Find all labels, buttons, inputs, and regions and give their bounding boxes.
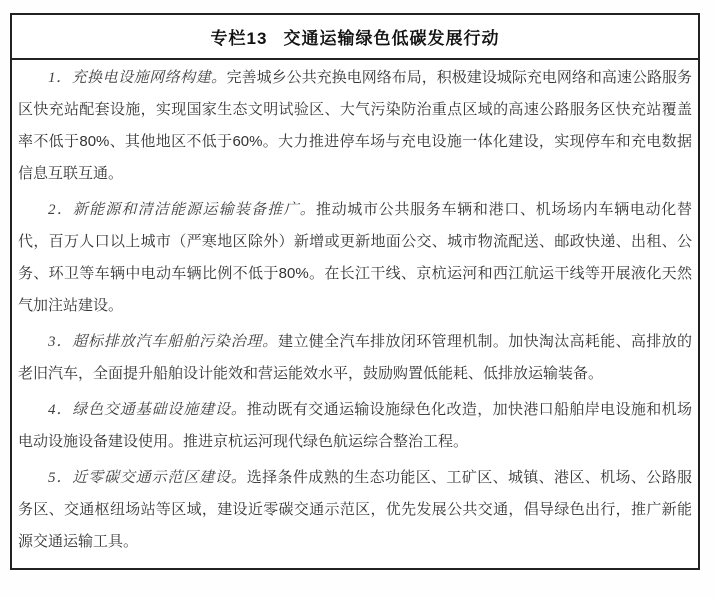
paragraph-heading: 近零碳交通示范区建设。 (72, 470, 247, 486)
panel-title-text: 交通运输绿色低碳发展行动 (283, 29, 500, 48)
paragraph-text: 完善城乡公共充换电网络布局，积极建设城际充电网络和高速公路服务区快充站配套设施，实现国家生态文明试验区、大气污染防治重点区域的高速公路服务区快充站覆盖率不低于80%、其他地区不低于60%。大力推进停车场与充电设施一体化建设，实现停车和充电数据信息互联互通。 (18, 69, 692, 182)
column-panel (10, 13, 700, 570)
panel-body (12, 60, 698, 558)
panel-title-prefix: 专栏13 (210, 29, 268, 48)
paragraph-text: 推动既有交通运输设施绿色化改造，加快港口船舶岸电设施和机场电动设施设备建设使用。推进京杭运河现代绿色航运综合整治工程。 (18, 401, 692, 450)
paragraph-number: 1． (48, 70, 72, 86)
paragraph-text: 选择条件成熟的生态功能区、工矿区、城镇、港区、机场、公路服务区、交通枢纽场站等区域，建设近零碳交通示范区，优先发展公共交通，倡导绿色出行，推广新能源交通运输工具。 (18, 469, 692, 550)
paragraph-text: 建立健全汽车排放闭环管理机制。加快淘汰高耗能、高排放的老旧汽车，全面提升船舶设计能效和营运能效水平，鼓励购置低能耗、低排放运输装备。 (18, 333, 692, 382)
paragraph-heading: 超标排放汽车船舶污染治理。 (72, 334, 279, 350)
panel-paragraph (18, 462, 692, 558)
panel-paragraph (18, 62, 692, 190)
panel-paragraph (18, 326, 692, 390)
panel-paragraph (18, 194, 692, 322)
paragraph-heading: 绿色交通基础设施建设。 (72, 402, 247, 418)
paragraph-number: 3． (48, 334, 73, 350)
paragraph-number: 2． (48, 202, 73, 218)
paragraph-heading: 充换电设施网络构建。 (71, 70, 227, 86)
panel-title (12, 15, 698, 60)
paragraph-heading: 新能源和清洁能源运输装备推广。 (72, 202, 316, 218)
panel-paragraph (18, 394, 692, 458)
paragraph-text: 推动城市公共服务车辆和港口、机场场内车辆电动化替代，百万人口以上城市（严寒地区除外）新增或更新地面公交、城市物流配送、邮政快递、出租、公务、环卫等车辆中电动车辆比例不低于80%。在长江干线、京杭运河和西江航运干线等开展液化天然气加注站建设。 (18, 201, 692, 314)
paragraph-number: 5． (48, 470, 73, 486)
paragraph-number: 4． (48, 402, 73, 418)
